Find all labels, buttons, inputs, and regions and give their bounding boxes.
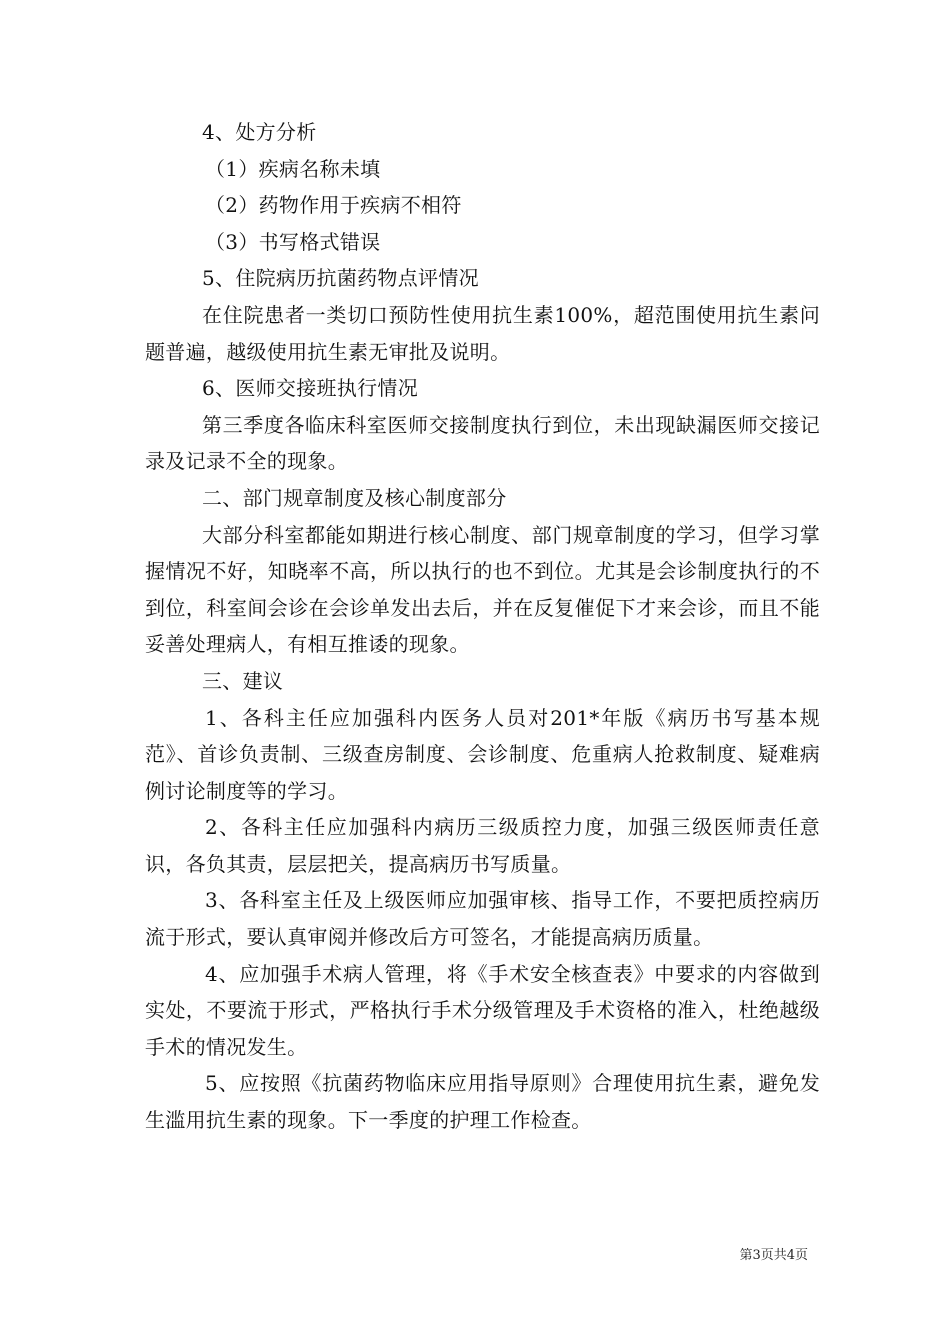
heading-prescription-analysis: 4、处方分析 xyxy=(202,120,317,144)
list-item: （2）药物作用于疾病不相符 xyxy=(205,193,462,218)
suggestion-item: 1、各科主任应加强科内医务人员对201*年版《病历书写基本规范》、首诊负责制、三级查房制度、会诊制度、危重病人抢救制度、疑难病例讨论制度等的学习。 xyxy=(145,705,820,803)
paragraph-shift-handover: 第三季度各临床科室医师交接制度执行到位，未出现缺漏医师交接记录及记录不全的现象。 xyxy=(145,412,820,474)
heading-antibiotic-review: 5、住院病历抗菌药物点评情况 xyxy=(202,266,479,291)
heading-core-rules: 二、部门规章制度及核心制度部分 xyxy=(202,485,507,510)
heading-suggestions: 三、建议 xyxy=(202,668,284,693)
paragraph-antibiotic-review: 在住院患者一类切口预防性使用抗生素100%，超范围使用抗生素问题普遍，越级使用抗生素无审批及说明。 xyxy=(145,302,820,364)
suggestion-item: 2、各科主任应加强科内病历三级质控力度，加强三级医师责任意识，各负其责，层层把关，提高病历书写质量。 xyxy=(145,815,820,876)
list-item: （3）书写格式错误 xyxy=(205,229,381,254)
page-number: 第3页共4页 xyxy=(739,1248,808,1263)
list-item: （1）疾病名称未填 xyxy=(205,156,381,181)
suggestion-item: 3、各科室主任及上级医师应加强审核、指导工作，不要把质控病历流于形式，要认真审阅并修改后方可签名，才能提高病历质量。 xyxy=(145,888,820,950)
paragraph-core-rules: 大部分科室都能如期进行核心制度、部门规章制度的学习，但学习掌握情况不好，知晓率不高，所以执行的也不到位。尤其是会诊制度执行的不到位，科室间会诊在会诊单发出去后，并在反复催促下才来会诊，而且不能妥善处理病人，有相互推诿的现象。 xyxy=(145,522,820,657)
suggestion-item: 4、应加强手术病人管理，将《手术安全核查表》中要求的内容做到实处，不要流于形式，严格执行手术分级管理及手术资格的准入，杜绝越级手术的情况发生。 xyxy=(145,961,820,1059)
document-body xyxy=(145,114,820,1139)
heading-shift-handover: 6、医师交接班执行情况 xyxy=(202,376,419,401)
suggestion-item: 5、应按照《抗菌药物临床应用指导原则》合理使用抗生素，避免发生滥用抗生素的现象。下一季度的护理工作检查。 xyxy=(145,1071,820,1133)
